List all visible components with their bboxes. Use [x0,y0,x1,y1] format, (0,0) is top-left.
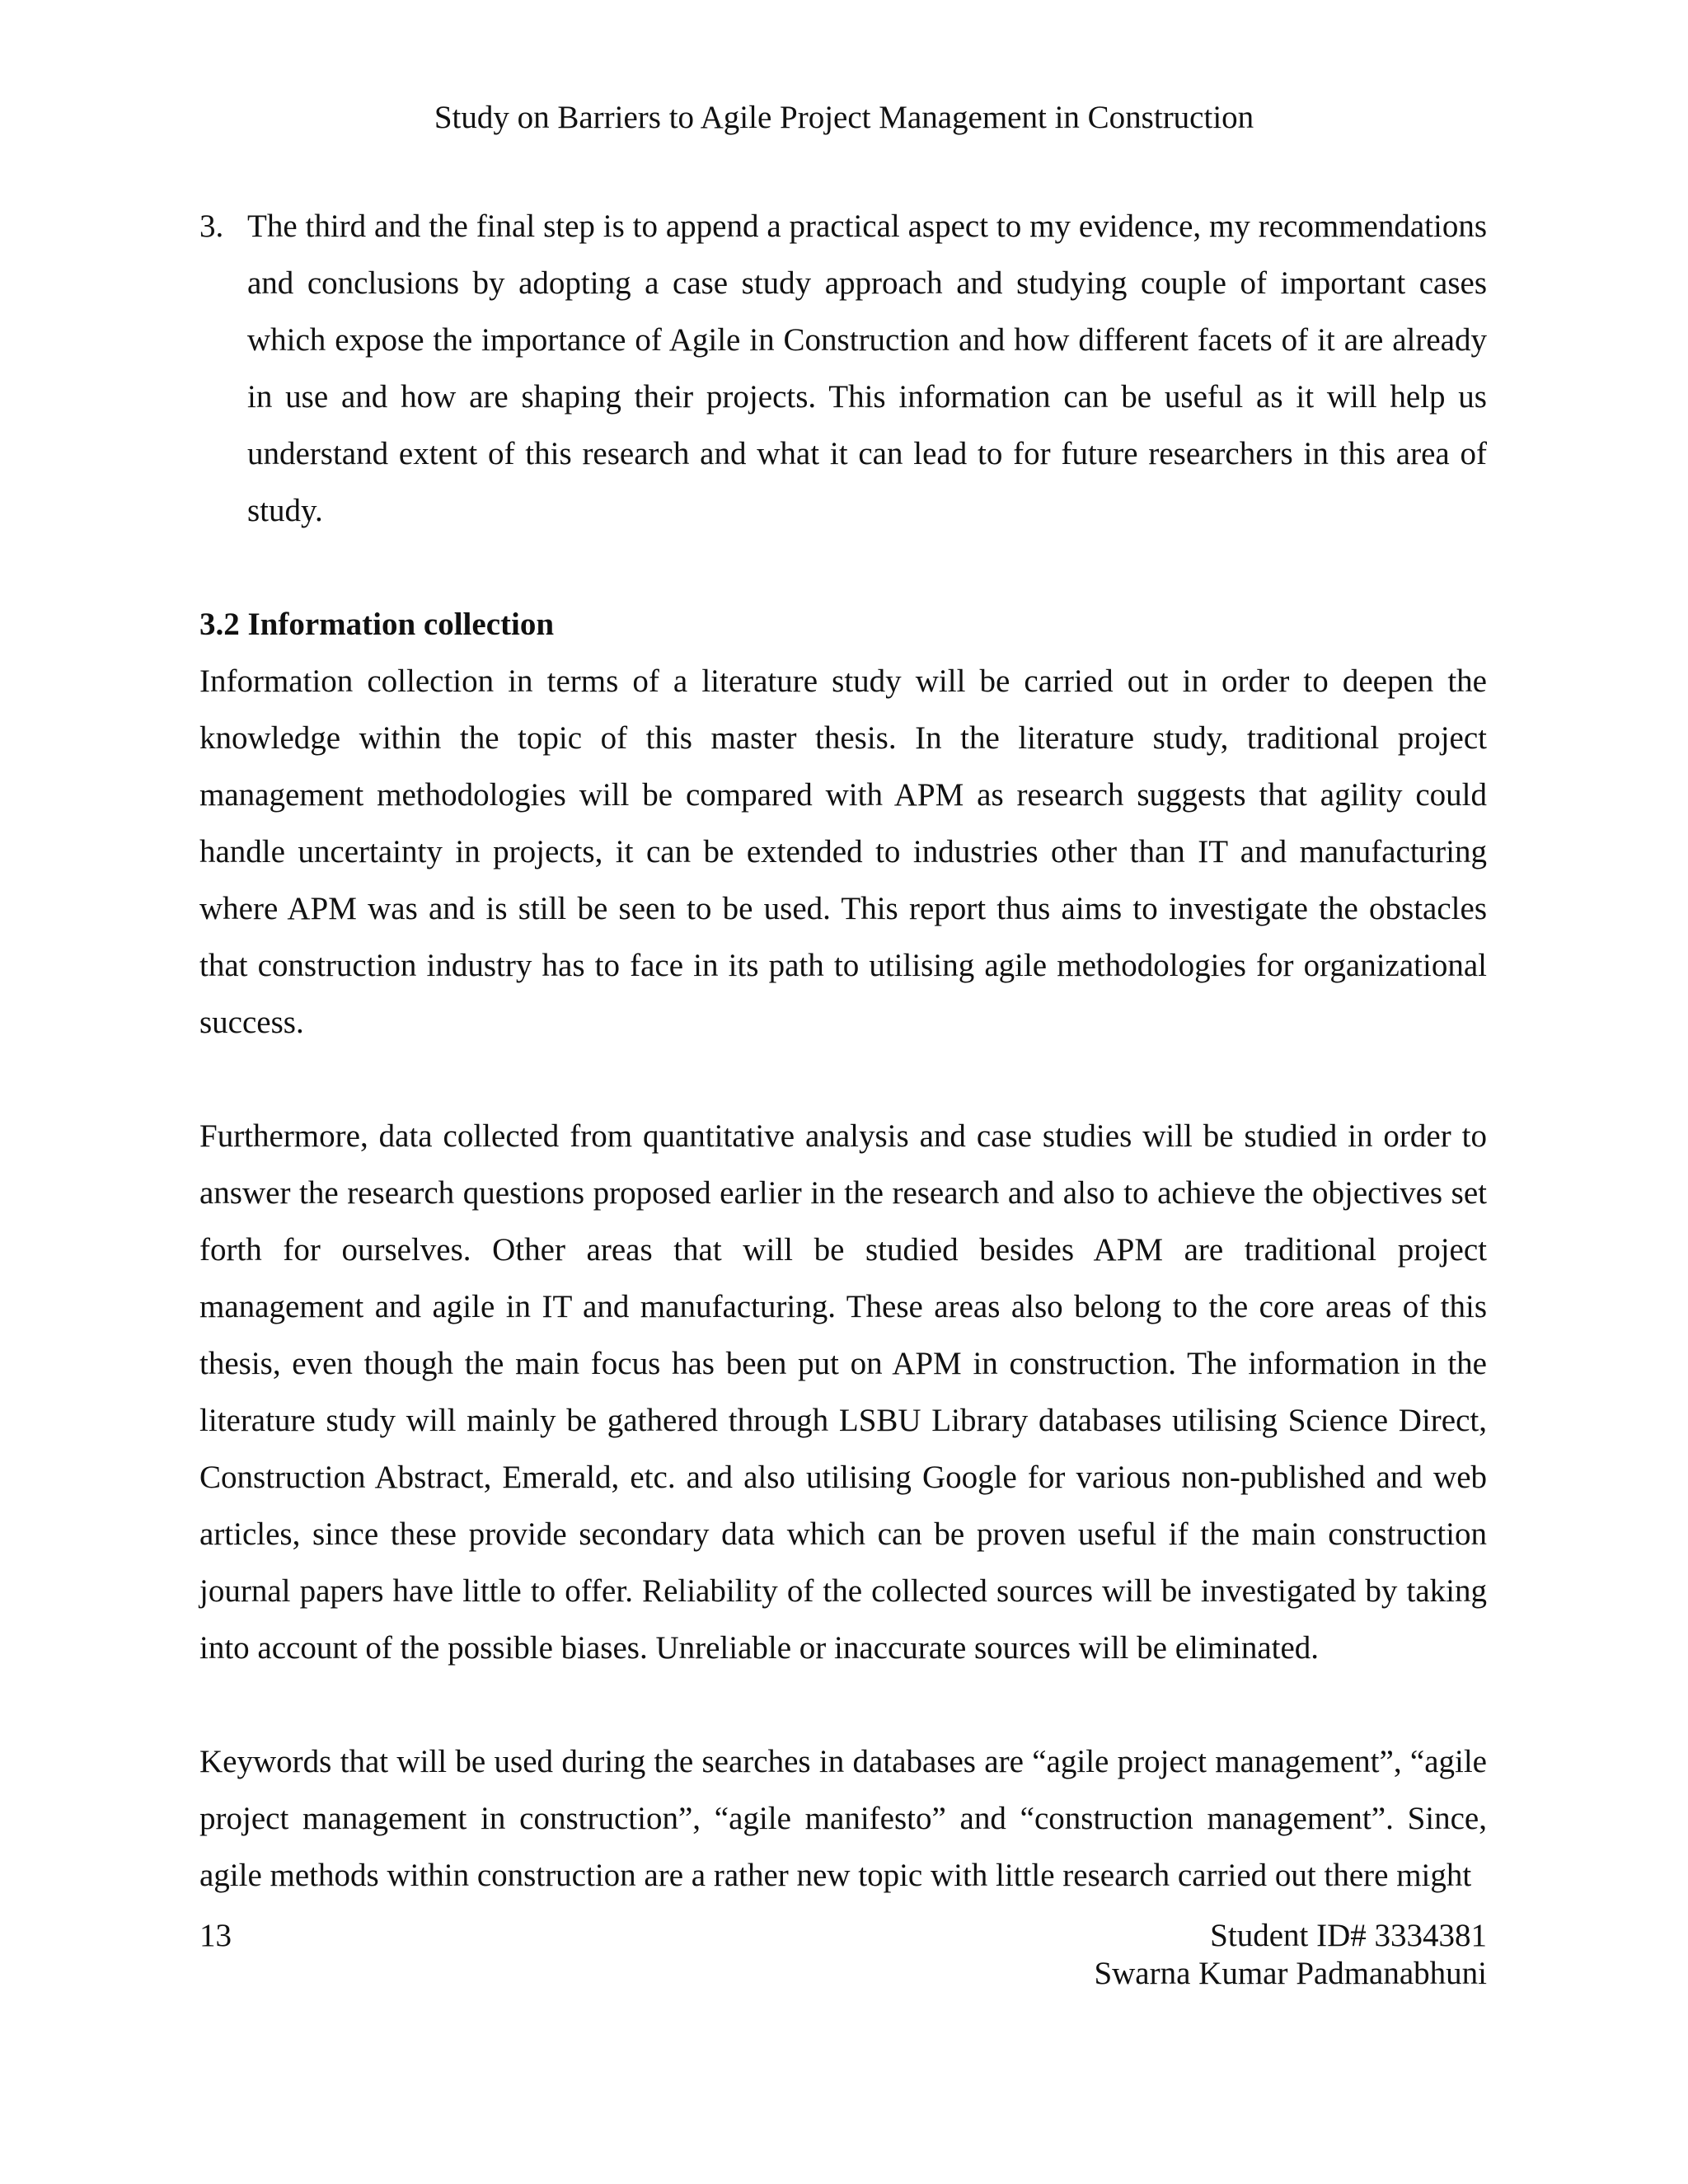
paragraph-data-collection: Furthermore, data collected from quantitative analysis and case studies will be studied in order to answer the research questions proposed earlier in the research and also to achieve the objectives set forth for ourselves. Other areas that will be studied besides APM are traditional project management and agile in IT and manufacturing. These areas also belong to the core areas of this thesis, even though the main focus has been put on APM in construction. The information in the literature study will mainly be gathered through LSBU Library databases utilising Science Direct, Construction Abstract, Emerald, etc. and also utilising Google for various non-published and web articles, since these provide secondary data which can be proven useful if the main construction journal papers have little to offer. Reliability of the collected sources will be investigated by taking into account of the possible biases. Unreliable or inaccurate sources will be eliminated. [199,1118,1487,1666]
list-item-number: 3. [199,209,224,244]
page-body [199,198,1487,1904]
section-heading: 3.2 Information collection [199,607,555,642]
footer-author-block [1094,1917,1487,1993]
running-header: Study on Barriers to Agile Project Management in Construction [434,100,1254,135]
author-name: Swarna Kumar Padmanabhuni [1094,1956,1487,1991]
paragraph-information-collection: Information collection in terms of a literature study will be carried out in order to deepen the knowledge within the topic of this master thesis. In the literature study, traditional project management methodologies will be compared with APM as research suggests that agility could handle uncertainty in projects, it can be extended to industries other than IT and manufacturing where APM was and is still be seen to be used. This report thus aims to investigate the obstacles that construction industry has to face in its path to utilising agile methodologies for organizational success. [199,663,1487,1040]
list-item-text: The third and the final step is to append a practical aspect to my evidence, my recommendations and conclusions by adopting a case study approach and studying couple of important cases which expose the importance of Agile in Construction and how different facets of it are already in use and how are shaping their projects. This information can be useful as it will help us understand extent of this research and what it can lead to for future researchers in this area of study. [247,209,1487,528]
paragraph-keywords: Keywords that will be used during the searches in databases are “agile project management”, “agile project management in construction”, “agile manifesto” and “construction management”. Since, agile methods within construction are a rather new topic with little research carried out there might [199,1744,1487,1893]
page-number: 13 [199,1918,232,1953]
student-id: Student ID# 3334381 [1210,1918,1487,1953]
list-item [199,198,1487,539]
